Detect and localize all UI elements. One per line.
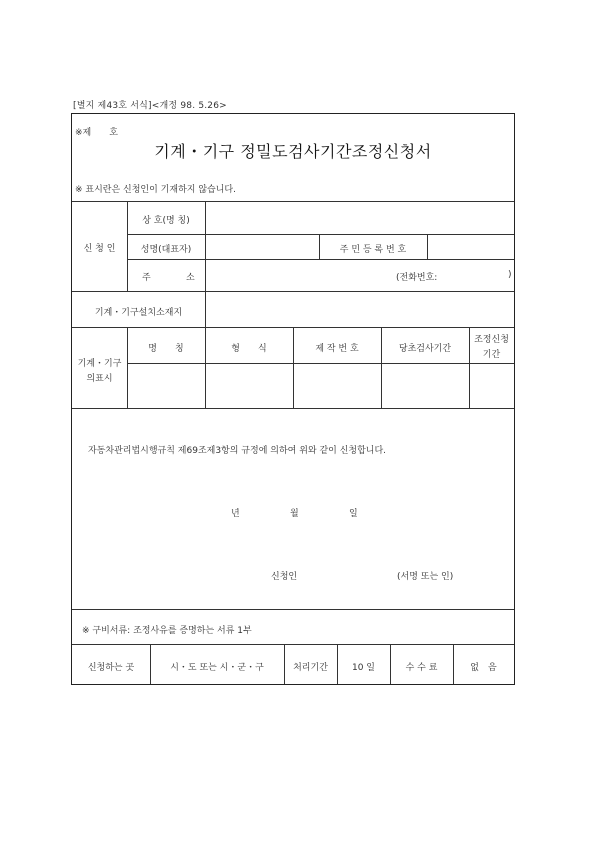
form-reference: [별지 제43호 서식]<개정 98. 5.26> xyxy=(73,101,227,111)
divider xyxy=(127,259,514,260)
fee-value: 없 음 xyxy=(470,663,497,673)
representative-name-label: 성명(대표자) xyxy=(140,245,192,255)
date-year-label: 년 xyxy=(231,509,240,519)
divider xyxy=(205,201,206,291)
divider xyxy=(427,234,428,259)
required-documents: ※ 구비서류: 조정사유를 증명하는 서류 1부 xyxy=(82,626,252,636)
fee-label: 수 수 료 xyxy=(405,663,438,673)
submit-to-value: 시・도 또는 시・군・구 xyxy=(170,663,264,673)
equipment-section-label: 의표시 xyxy=(86,374,113,384)
resident-number-label: 주 민 등 록 번 호 xyxy=(339,245,407,255)
application-form xyxy=(71,113,515,685)
declaration-statement: 자동차관리법시행규칙 제69조제3항의 규정에 의하여 위와 같이 신청합니다. xyxy=(88,446,387,456)
equipment-model-cell[interactable] xyxy=(206,364,292,407)
divider xyxy=(72,609,514,610)
divider xyxy=(72,201,514,202)
submit-to-label: 신청하는 곳 xyxy=(87,663,135,673)
divider xyxy=(72,644,514,645)
notice-text: ※ 표시란은 신청인이 기재하지 않습니다. xyxy=(75,185,236,195)
divider xyxy=(72,408,514,409)
column-header-model: 형 식 xyxy=(231,344,267,354)
column-header-adjusted-period: 조정신청 xyxy=(474,335,509,345)
column-header-original-period: 당초검사기간 xyxy=(398,344,452,354)
equipment-name-cell[interactable] xyxy=(128,364,204,407)
form-title: 기계・기구 정밀도검사기간조정신청서 xyxy=(154,142,432,161)
adjusted-period-cell[interactable] xyxy=(470,364,513,407)
company-name-label: 상 호(명 칭) xyxy=(142,216,190,226)
phone-close: ) xyxy=(508,270,512,280)
applicant-signature-label: 신청인 xyxy=(271,572,298,582)
divider xyxy=(205,291,206,327)
date-month-label: 월 xyxy=(290,509,299,519)
phone-label: (전화번호: xyxy=(396,273,438,283)
address-label-first: 주 xyxy=(142,273,151,283)
serial-number-label: ※제 호 xyxy=(75,128,118,138)
equipment-section-label: 기계・기구 xyxy=(77,359,122,369)
column-header-adjusted-period: 기간 xyxy=(482,350,501,360)
original-period-cell[interactable] xyxy=(382,364,468,407)
address-label-second: 소 xyxy=(186,273,195,283)
divider xyxy=(72,291,514,292)
equipment-serial-cell[interactable] xyxy=(294,364,380,407)
processing-period-label: 처리기간 xyxy=(293,663,328,673)
divider xyxy=(127,234,514,235)
install-location-label: 기계・기구설치소재지 xyxy=(94,308,183,318)
column-header-serial: 제 작 번 호 xyxy=(315,344,359,354)
column-header-name: 명 칭 xyxy=(148,344,184,354)
applicant-section-label: 신 청 인 xyxy=(83,244,116,254)
date-day-label: 일 xyxy=(349,509,358,519)
signature-field[interactable]: (서명 또는 인) xyxy=(397,572,454,582)
processing-period-value: 10 일 xyxy=(351,663,375,673)
